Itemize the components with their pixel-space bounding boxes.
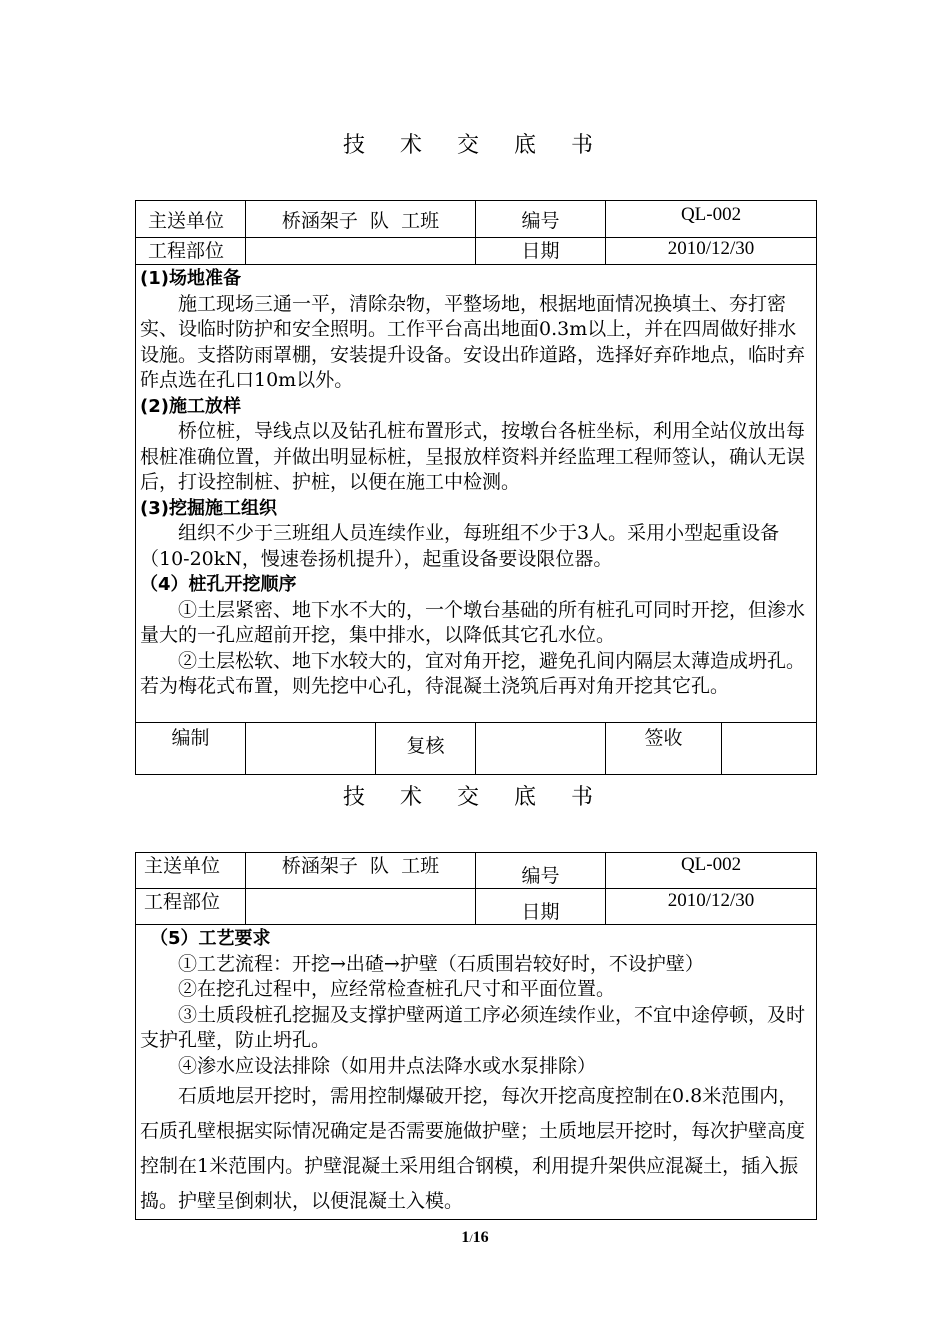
page-separator: / [469,1231,473,1245]
section-heading-5: （5）工艺要求 [150,928,271,949]
part-value [246,238,476,265]
part-value-2 [246,889,476,925]
paragraph-1: 施工现场三通一平，清除杂物，平整场地，根据地面情况换填土、夯打密实、设临时防护和安全照明。工作平台高出地面0.3m以上，并在四周做好排水设施。支搭防雨罩棚，安装提升设备。安设出砟道路，选择好弃砟地点，临时弃砟点选在孔口10m以外。 [140,292,806,391]
header-row-sender-2 [136,853,817,889]
receive-value [722,723,817,775]
label-date-2: 日期 [476,889,606,925]
content-cell [136,265,817,723]
page-current: 1 [461,1229,470,1246]
section-heading-3: (3)挖掘施工组织 [140,497,277,519]
label-receive: 签收 [606,723,722,775]
label-date: 日期 [476,238,606,265]
page-number [0,1229,950,1247]
section-heading-1: (1)场地准备 [140,268,241,289]
disclosure-form [135,200,817,775]
label-sender-2: 主送单位 [136,853,246,889]
edit-value [246,723,376,775]
paragraph-3: 组织不少于三班组人员连续作业，每班组不少于3人。采用小型起重设备（10-20kN，慢速卷扬机提升），起重设备要设限位器。 [140,522,780,570]
header-row-sender [136,201,817,238]
section-heading-4: （4）桩孔开挖顺序 [140,574,297,595]
page-total: 16 [472,1229,489,1246]
label-number: 编号 [476,201,606,238]
paragraph-5: 石质地层开挖时，需用控制爆破开挖，每次开挖高度控制在0.8米范围内，石质孔壁根据实际情况确定是否需要施做护壁；土质地层开挖时，每次护壁高度控制在1米范围内。护壁混凝土采用组合钢模，利用提升架供应混凝土，插入振捣。护壁呈倒刺状，以便混凝土入模。 [140,1085,806,1212]
date-value: 2010/12/30 [606,238,817,265]
step-4: ④渗水应设法排除（如用井点法降水或水泵排除） [178,1054,597,1077]
label-part-2: 工程部位 [136,889,246,925]
section-heading-2: (2)施工放样 [140,395,241,417]
paragraph-2: 桥位桩，导线点以及钻孔桩布置形式，按墩台各桩坐标，利用全站仪放出每根桩准确位置，并做出明显标桩，呈报放样资料并经监理工程师签认，确认无误后，打设控制桩、护桩，以便在施工中检测。 [140,420,806,493]
label-number-2: 编号 [476,853,606,889]
content-cell-2 [136,925,817,1220]
label-sender: 主送单位 [136,201,246,238]
step-3: ③土质段桩孔挖掘及支撑护壁两道工序必须连续作业，不宜中途停顿，及时支护孔壁，防止坍孔。 [140,1003,806,1051]
signature-row [136,723,817,775]
label-part: 工程部位 [136,238,246,265]
number-value: QL-002 [606,201,817,238]
content-row [136,265,817,723]
document-title-2: 技 术 交 底 书 [343,785,607,810]
sender-value: 桥涵架子 队 工班 [246,201,476,238]
paragraph-4a: ①土层紧密、地下水不大的，一个墩台基础的所有桩孔可同时开挖，但渗水量大的一孔应超前开挖，集中排水，以降低其它孔水位。 [140,598,806,646]
disclosure-form-2 [135,852,817,1220]
label-review: 复核 [376,723,476,775]
content-row-2 [136,925,817,1220]
document-title: 技 术 交 底 书 [343,133,607,158]
step-1: ①工艺流程：开挖→出碴→护壁（石质围岩较好时，不设护壁） [178,952,704,975]
header-row-part-2 [136,889,817,925]
label-edit: 编制 [136,723,246,775]
date-value-2: 2010/12/30 [606,889,817,925]
paragraph-4b: ②土层松软、地下水较大的，宜对角开挖，避免孔间内隔层太薄造成坍孔。若为梅花式布置，则先挖中心孔，待混凝土浇筑后再对角开挖其它孔。 [140,649,806,697]
number-value-2: QL-002 [606,853,817,889]
review-value [476,723,606,775]
step-2: ②在挖孔过程中，应经常检查桩孔尺寸和平面位置。 [178,978,616,1000]
sender-value-2: 桥涵架子 队 工班 [246,853,476,889]
header-row-part [136,238,817,265]
